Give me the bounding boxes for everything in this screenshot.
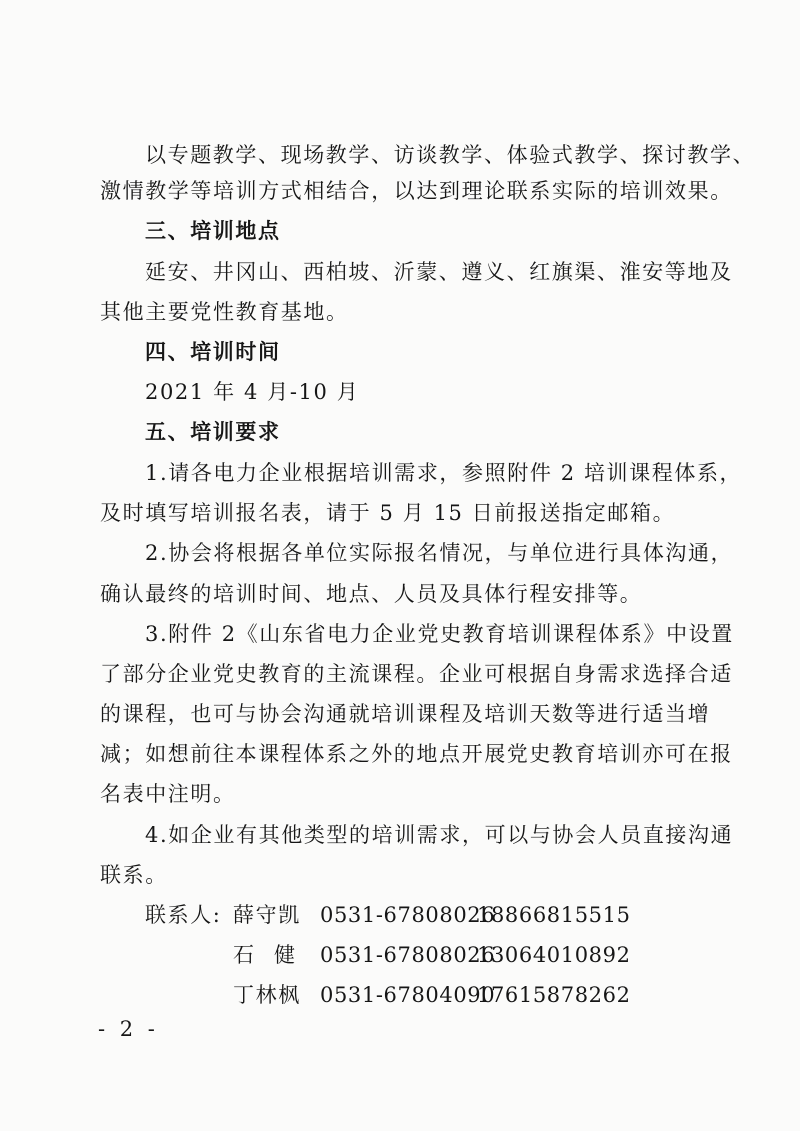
text-line: 联系。 (100, 863, 168, 887)
text-line: 延安、井冈山、西柏坡、沂蒙、遵义、红旗渠、淮安等地及 (145, 260, 733, 284)
contact-name: 石健 (233, 943, 315, 967)
text-line: 3.附件 2《山东省电力企业党史教育培训课程体系》中设置 (145, 622, 734, 646)
text-line: 及时填写培训报名表，请于 5 月 15 日前报送指定邮箱。 (100, 501, 676, 525)
contact-mobile: 18866815515 (477, 903, 631, 927)
section-heading-requirements: 五、培训要求 (145, 420, 281, 444)
text-line: 减；如想前往本课程体系之外的地点开展党史教育培训亦可在报 (100, 742, 733, 766)
section-heading-location: 三、培训地点 (145, 219, 281, 243)
contact-name: 丁林枫 (233, 983, 301, 1007)
contact-row (145, 901, 705, 929)
contact-row (145, 981, 705, 1009)
text-line: 以专题教学、现场教学、访谈教学、体验式教学、探讨教学、 (145, 143, 756, 167)
contact-phone: 0531-67808026 (320, 903, 496, 927)
text-line: 1.请各电力企业根据培训需求，参照附件 2 培训课程体系， (145, 461, 743, 485)
text-line: 确认最终的培训时间、地点、人员及具体行程安排等。 (100, 582, 643, 606)
training-period: 2021 年 4 月-10 月 (145, 380, 360, 404)
contact-label: 联系人: (145, 903, 222, 927)
contact-mobile: 13064010892 (477, 943, 631, 967)
text-line: 的课程，也可与协会沟通就培训课程及培训天数等进行适当增 (100, 702, 711, 726)
contact-phone: 0531-67804090 (320, 983, 496, 1007)
text-line: 了部分企业党史教育的主流课程。企业可根据自身需求选择合适 (100, 662, 733, 686)
section-heading-time: 四、培训时间 (145, 340, 281, 364)
page-number: - 2 - (98, 1017, 159, 1041)
text-line: 激情教学等培训方式相结合，以达到理论联系实际的培训效果。 (100, 179, 733, 203)
text-line: 4.如企业有其他类型的培训需求，可以与协会人员直接沟通 (145, 823, 734, 847)
contact-mobile: 17615878262 (477, 983, 631, 1007)
contact-row (145, 941, 705, 969)
text-line: 名表中注明。 (100, 782, 236, 806)
contact-name: 薛守凯 (233, 903, 301, 927)
contact-phone: 0531-67808026 (320, 943, 496, 967)
text-line: 其他主要党性教育基地。 (100, 300, 349, 324)
text-line: 2.协会将根据各单位实际报名情况，与单位进行具体沟通， (145, 541, 734, 565)
